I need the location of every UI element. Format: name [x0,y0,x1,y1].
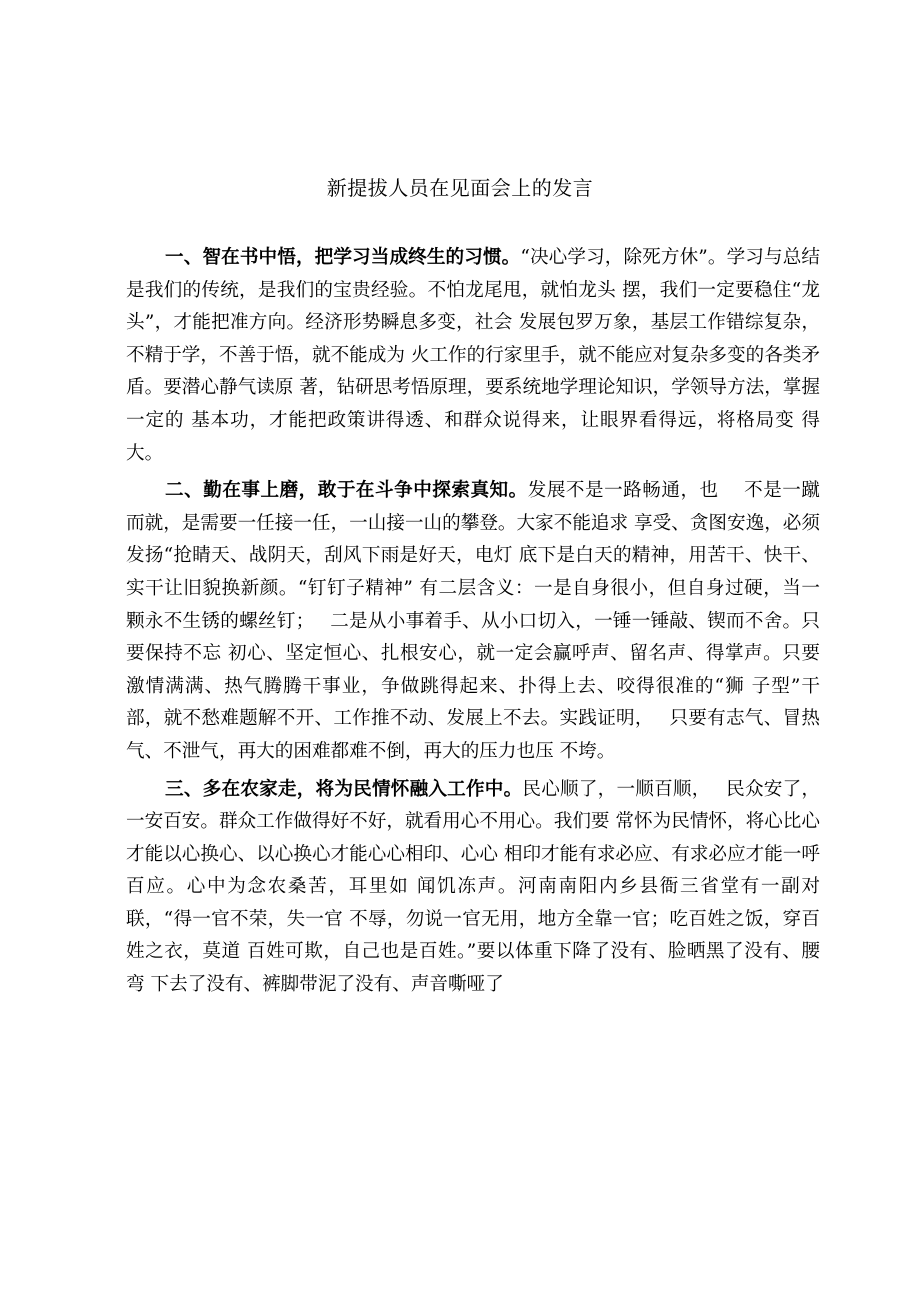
paragraph-text: “决心学习，除死方休”。学习与总结是我们的传统，是我们的宝贵经验。不怕龙尾甩，就怕龙头 摆，我们一定要稳住“龙头”，才能把准方向。经济形势瞬息多变，社会 发展包罗万象，基层工作错综复杂，不精于学，不善于悟，就不能成为 火工作的行家里手，就不能应对复杂多变的各类矛盾。要潜心静气读原 著，钻研思考悟原理，要系统地学理论知识，学领导方法，掌握一定的 基本功，才能把政策讲得透、和群众说得来，让眼界看得远，将格局变 得大。 [126,247,820,464]
paragraph-heading: 一、智在书中悟，把学习当成终生的习惯。 [165,247,521,268]
paragraph-heading: 三、多在农家走，将为民情怀融入工作中。 [165,778,523,800]
paragraph-farmers [126,774,820,1002]
paragraph-practice [126,475,845,768]
paragraph-heading: 二、勤在事上磨，敢于在斗争中探索真知。 [165,480,528,502]
document-body [126,242,845,1007]
document-title: 新提拔人员在见面会上的发言 [326,176,594,200]
paragraph-text: 发展不是一路畅通，也 不是一蹴而就，是需要一任接一任，一山接一山的攀登。大家不能追求 享受、贪图安逸，必须发扬“抢睛天、战阴天，刮风下雨是好天，电灯 底下是白天的精神，用苦干、快干、实干让旧貌换新颜。“钉钉子精神” 有二层含义：一是自身很小，但自身过硬，当一颗永不生锈的螺丝钉； 二是从小事着手、从小口切入，一锤一锤敲、锲而不舍。只要保持不忘 初心、坚定恒心、扎根安心，就一定会赢呼声、留名声、得掌声。只要 激情满满、热气腾腾干事业，争做跳得起来、扑得上去、咬得很准的“狮 子型”干部，就不愁难题解不开、工作推不动、发展上不去。实践证明， 只要有志气、冒热气、不泄气，再大的困难都难不倒，再大的压力也压 不垮。 [126,480,845,762]
paragraph-study [126,242,820,470]
paragraph-text: 民心顺了，一顺百顺， 民众安了，一安百安。群众工作做得好不好，就看用心不用心。我们要 常怀为民情怀，将心比心才能以心换心、以心换心才能心心相印、心心 相印才能有求必应、有求必应才能一呼百应。心中为念农桑苦，耳里如 闻饥冻声。河南南阳内乡县衙三省堂有一副对联，“得一官不荣，失一官 不辱，勿说一官无用，地方全靠一官；吃百姓之饭，穿百姓之衣，莫道 百姓可欺，自己也是百姓。”要以体重下降了没有、脸晒黑了没有、腰弯 下去了没有、裤脚带泥了没有、声音嘶哑了 [126,778,820,996]
